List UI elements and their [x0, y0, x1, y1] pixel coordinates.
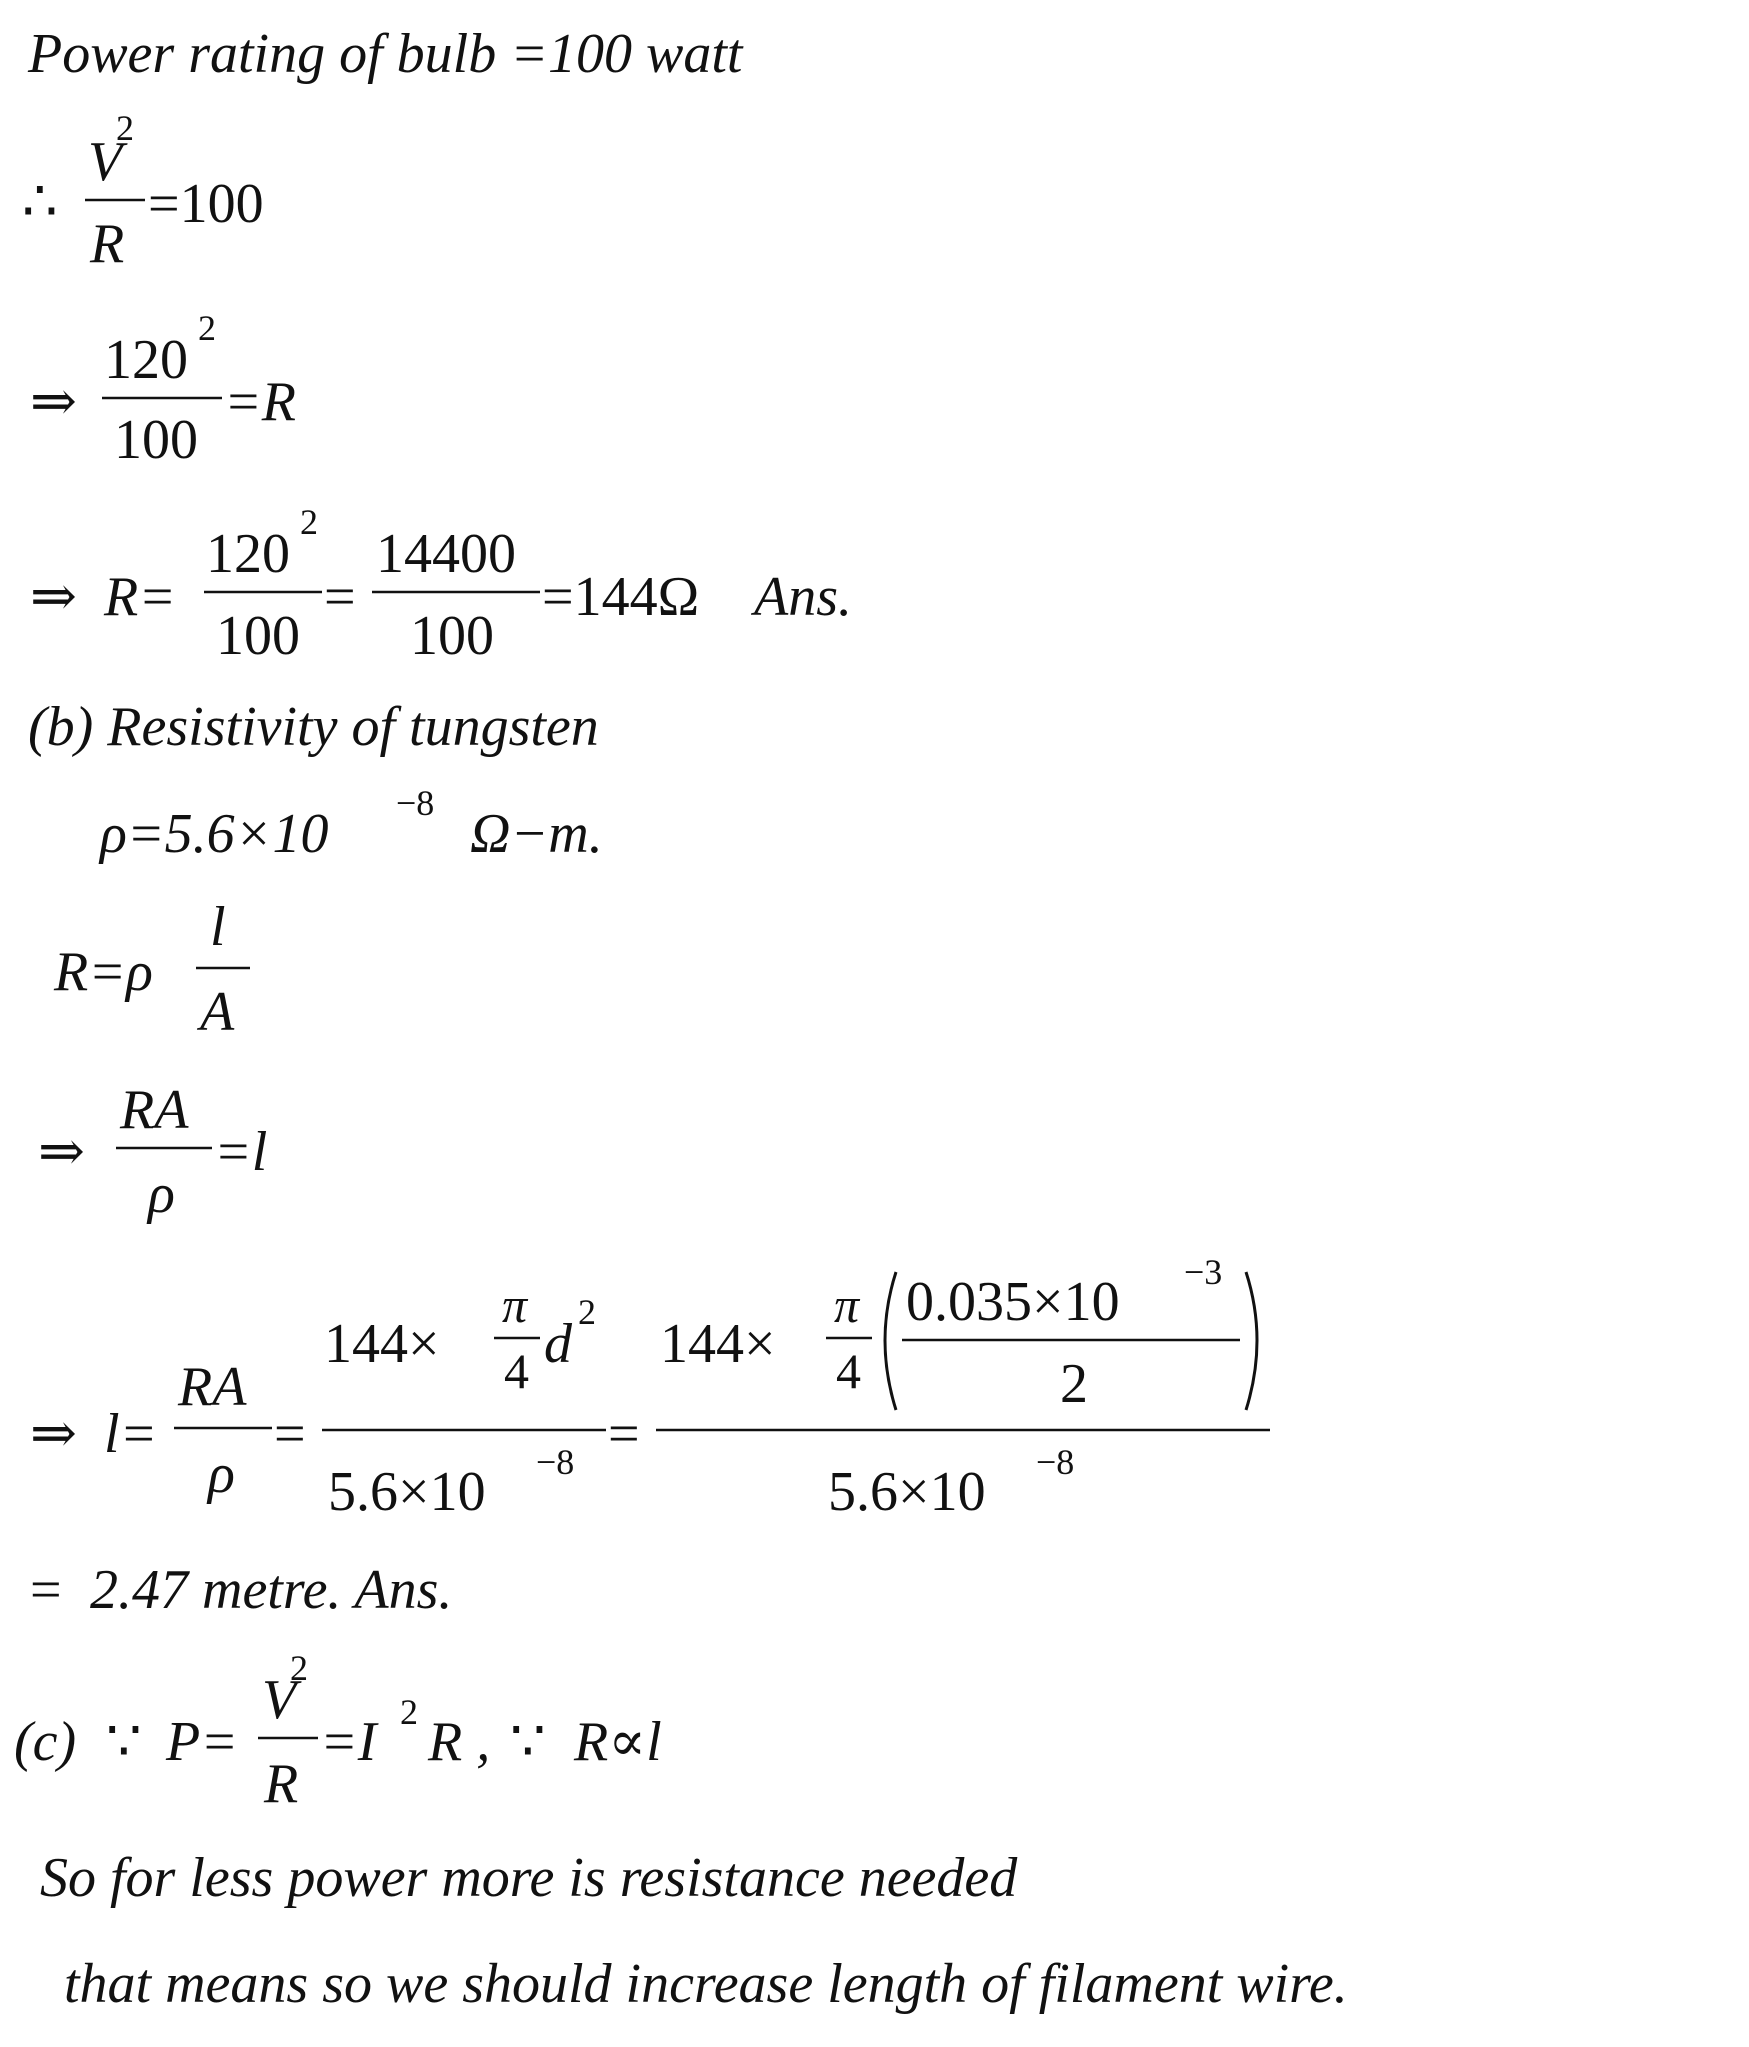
numerator-exponent: 2 — [198, 308, 216, 348]
equals-sign-1: = — [274, 1403, 306, 1465]
fraction-3-denominator-exponent: −8 — [1036, 1442, 1075, 1482]
line-resistance-formula — [53, 896, 250, 1043]
four-denominator-2: 4 — [836, 1343, 861, 1399]
i-exponent: 2 — [400, 1692, 418, 1732]
equals-value: =100 — [148, 173, 264, 235]
part-c-label: (c) — [14, 1711, 77, 1773]
r-equals: R= — [104, 566, 176, 628]
part-b-heading: (b) Resistivity of tungsten — [28, 696, 599, 758]
equals-sign-2: = — [608, 1403, 640, 1465]
pi-symbol-2: π — [834, 1277, 860, 1333]
line-power-rating — [27, 23, 744, 85]
line-conclusion-2 — [64, 1953, 1348, 2015]
line-resistivity-value — [98, 783, 603, 865]
line-length-formula — [38, 1079, 267, 1225]
line-power-formula — [22, 108, 264, 275]
equals-l: =l — [214, 1121, 268, 1183]
line-length-calculation — [30, 1252, 1270, 1523]
line-part-c-formula — [14, 1648, 662, 1815]
conclusion-text-2: that means so we should increase length of filament wire. — [64, 1953, 1348, 2015]
fraction-1-exponent: 2 — [300, 502, 318, 542]
fraction-2-denominator-exponent: −8 — [536, 1442, 575, 1482]
implies-symbol: ⇒ — [30, 566, 77, 628]
r-comma: R , — [428, 1711, 491, 1773]
fraction-1-numerator: 120 — [206, 523, 290, 585]
line-part-b-heading — [28, 696, 599, 758]
equals-sign: = — [30, 1559, 62, 1621]
pi-symbol: π — [502, 1277, 528, 1333]
line-resistance-rearranged — [30, 308, 296, 471]
fraction-denominator: ρ — [148, 1163, 175, 1225]
resistivity-value: ρ=5.6×10 — [100, 803, 329, 865]
fraction-2-numerator: 14400 — [376, 523, 516, 585]
fraction-numerator: V — [262, 1669, 297, 1731]
length-result-text: 2.47 metre. Ans. — [90, 1559, 453, 1621]
because-symbol-2: ∵ — [510, 1711, 546, 1773]
resistivity-exponent: −8 — [396, 783, 435, 823]
fraction-denominator: 100 — [114, 409, 198, 471]
implies-symbol: ⇒ — [30, 371, 77, 433]
fraction-2-denominator: 5.6×10 — [328, 1461, 486, 1523]
l-equals: l= — [104, 1403, 158, 1465]
fraction-denominator: A — [200, 981, 235, 1043]
numerator-exponent: 2 — [290, 1648, 308, 1688]
line-length-result — [30, 1559, 452, 1621]
right-parenthesis — [1246, 1272, 1257, 1410]
r-equals-rho: R=ρ — [54, 941, 153, 1003]
inner-fraction-exponent: −3 — [1184, 1252, 1223, 1292]
left-parenthesis — [885, 1272, 896, 1410]
fraction-3-denominator: 5.6×10 — [828, 1461, 986, 1523]
fraction-1-denominator: 100 — [216, 605, 300, 667]
power-rating-text: Power rating of bulb =100 watt — [28, 23, 743, 85]
proportional-statement: R∝l — [574, 1711, 662, 1773]
fraction-1-denominator: ρ — [208, 1443, 235, 1505]
fraction-1-numerator: RA — [178, 1356, 247, 1418]
fraction-numerator: V — [88, 131, 123, 193]
equals-sign: = — [324, 566, 356, 628]
inner-fraction-denominator: 2 — [1060, 1353, 1088, 1415]
fraction-denominator: R — [264, 1753, 299, 1815]
fraction-numerator: RA — [120, 1079, 189, 1141]
resistivity-unit: Ω−m. — [470, 803, 603, 865]
equals-r: =R — [224, 371, 296, 433]
implies-symbol: ⇒ — [38, 1121, 85, 1183]
implies-symbol: ⇒ — [30, 1403, 77, 1465]
conclusion-text-1: So for less power more is resistance needed — [40, 1847, 1018, 1909]
fraction-3-numerator-coefficient: 144× — [660, 1313, 776, 1375]
numerator-exponent: 2 — [116, 108, 134, 148]
d-exponent: 2 — [578, 1292, 596, 1332]
therefore-symbol: ∴ — [22, 171, 58, 233]
fraction-numerator: 120 — [104, 329, 188, 391]
result-value: =144Ω — [542, 566, 700, 628]
p-equals: P= — [166, 1711, 238, 1773]
line-resistance-result — [30, 502, 852, 667]
fraction-denominator: R — [90, 213, 125, 275]
because-symbol: ∵ — [106, 1711, 142, 1773]
equals-i: =I — [320, 1711, 377, 1773]
inner-fraction-numerator: 0.035×10 — [906, 1271, 1120, 1333]
d-variable: d — [544, 1313, 572, 1375]
fraction-2-denominator: 100 — [410, 605, 494, 667]
line-conclusion-1 — [40, 1847, 1018, 1909]
fraction-numerator: l — [210, 896, 226, 958]
fraction-2-numerator-coefficient: 144× — [324, 1313, 440, 1375]
four-denominator: 4 — [504, 1343, 529, 1399]
answer-label: Ans. — [754, 566, 852, 628]
